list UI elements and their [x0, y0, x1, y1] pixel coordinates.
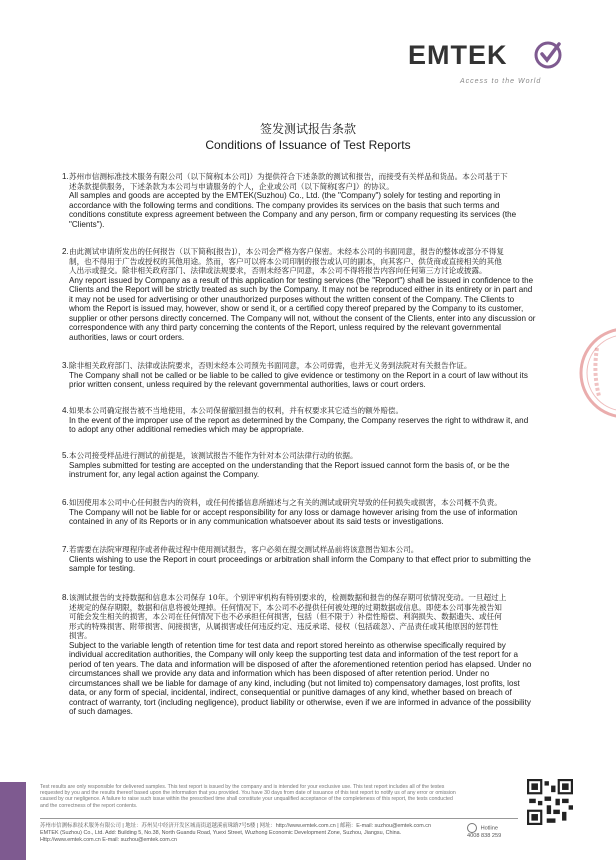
page-title-cn: 签发测试报告条款 [259, 122, 356, 136]
clause-en-line: contained in any of its Reports or in any communication whatsoever about its said tests or investigations. [69, 517, 444, 526]
clause-en-line: instrument for, any legal action against the Company. [69, 470, 260, 479]
clause-en-line: Clients and the Report will be strictly treated as such by the Company. It may not be reproduced either in its entirety or in part and [69, 285, 533, 294]
clause-cn-line: 除非相关政府部门、法律或法院要求，否则未经本公司预先书面同意，本公司毋需，也并无义务到法院对有关报告作证。 [69, 361, 472, 370]
phone-icon [467, 823, 477, 833]
clause-en-line: supplier or other persons directly concerned. The Company will not, without the consent of the Clients, enter into any discussion or [69, 313, 536, 323]
clause-cn-line: 本公司接受样品进行测试的前提是，该测试报告不能作为针对本公司法律行动的依据。 [69, 451, 358, 460]
clause-cn-line: 该测试报告的支持数据和信息本公司保存 10年。个别评审机构有特别要求的，检测数据和报告的保存期可依情况变动。一旦超过上 [69, 593, 507, 602]
clause-number: 4. [62, 406, 69, 415]
clause-en-line: period of ten years. The data and information will be disposed of after the aforementioned retention period has elapsed. Under no [69, 659, 532, 669]
logo-wordmark: EMTEK [408, 40, 508, 70]
clause-en-line: contract of warranty, tort (including negligence), product liability or otherwise, even if we are informed in advance of the possibility [69, 697, 531, 707]
clause-cn-line: 如因使用本公司中心任何报告内的资料，或任何传播信息所描述与之有关的测试或研究导致的任何损失或损害，本公司概不负责。 [69, 498, 502, 507]
clause-number: 2. [62, 247, 69, 256]
clause-en-line: whom the Report is issued may, however, show or send it, or a certified copy thereof prepared by the Company to its customer, [69, 304, 524, 313]
clause-en-line: The Company will not be liable for or accept responsibility for any loss or damage however arising from the use of information [69, 507, 518, 517]
clause-en-line: circumstances shall we provide any data and information which has been disposed of after retention period. Under no [69, 669, 490, 678]
clause-cn-line: 形式的特殊损害、附带损害、间接损害，从属损害或任何违反约定、违反承诺、侵权（包括疏忽）、产品责任或其他原因的惩罚性 [69, 621, 499, 631]
clause-en-line: conditions constitute express agreement between the Company and any person, firm or company requesting its services (the [69, 210, 517, 219]
clause-en-line: of such damages. [69, 707, 133, 716]
company-seal-icon [575, 318, 616, 428]
page-title-en: Conditions of Issuance of Test Reports [205, 138, 411, 152]
clause-en-line: to adopt any other additional remedies which may be appropriate. [69, 425, 304, 434]
clause-en-line: Any report issued by Company as a result of this application for testing services (the "Report") shall be issued in confidence to the [69, 275, 534, 285]
clause-en-line: In the event of the improper use of the report as determined by the Company, the Company reserves the right to withdraw it, and [69, 415, 529, 425]
clause-number: 3. [62, 361, 69, 370]
qr-code-icon [527, 779, 573, 825]
clause-en-line: All samples and goods are accepted by the EMTEK(Suzhou) Co., Ltd. (the "Company") solely for testing and reporting in [69, 191, 501, 200]
clause-en-line: it may not be used for advertising or other unauthorized purposes without the written consent of the Company. The Clients to [69, 294, 515, 304]
clause-en-line: individual accreditation authorities, the Company will only keep the supporting test data and information of the test report for a [69, 650, 519, 659]
clause-8 [62, 593, 562, 717]
company-logo [408, 40, 578, 92]
clause-number: 6. [62, 498, 69, 507]
clause-number: 8. [62, 593, 69, 602]
clause-en-line: prior written consent, unless required by the relevant governmental authorities, laws or court orders. [69, 380, 426, 389]
footer-hotline [467, 823, 501, 839]
clause-cn-line: 述条款提供服务，下述条款为本公司与申请服务的个人，企业或公司（以下简称[客户]）的协议。 [69, 181, 394, 191]
clause-en-line: data, or any form of special, incidental, indirect, consequential or punitive damages of any kind, whether based on breach of [69, 688, 512, 697]
clause-5 [62, 451, 562, 480]
clause-number: 1. [62, 172, 69, 181]
clause-cn-line: 述规定的保存期限，数据和信息将被处理掉。任何情况下，本公司不必提供任何被处理的过期数据或信息。即使本公司事先被告知 [69, 602, 502, 612]
clause-en-line: Subject to the variable length of retention time for test data and report stored hereinto as otherwise specifically required by [69, 640, 506, 650]
footer-divider [40, 818, 518, 819]
check-circle-logo-icon [533, 40, 563, 70]
footer-disclaimer: Test results are only responsible for delivered samples. This test report is issued by the company and is intended for your exclusive use. This test report includes all of the testes requested by you and the results thereof based upon the information that you provided. You have 30 days from date of issuance of this test report to notify us of any error or omission caused by our negligence. A failure to raise such issue within the prescribed time shall constitute your unqualified acceptance of the completeness of this report, the tests conducted and the correctness of the report contents. [40, 784, 456, 809]
clause-1 [62, 172, 562, 229]
logo-tagline: Access to the World [460, 78, 542, 85]
clause-cn-line: 制，也不得用于广告或授权的其他用途。然而，客户可以将本公司印制的报告或认可的副本，向其客户、供货商或直接相关的其他 [69, 256, 502, 266]
clause-cn-line: 损害。 [69, 631, 92, 640]
clause-en-line: The Company shall not be called or be liable to be called to give evidence or testimony on the Report in a court of law without its [69, 370, 528, 380]
clause-en-line: "Clients"). [69, 219, 105, 229]
clause-en-line: authorities, laws or court orders. [69, 332, 185, 342]
clause-en-line: Clients wishing to use the Report in court proceedings or arbitration shall inform the Company to that effect prior to submitting the [69, 554, 531, 564]
hotline-number: 4008 838 259 [467, 833, 502, 839]
clause-cn-line: 人出示或提交。除非相关政府部门、法律或法规要求，否则未经客户同意，本公司不得将报告内容向任何第三方讨论或披露。 [69, 266, 487, 275]
clause-en-line: Samples submitted for testing are accepted on the understanding that the Report issued cannot form the basis of, or be the [69, 460, 510, 470]
clause-cn-line: 苏州市信测标准技术服务有限公司（以下简称[本公司]）为提供符合下述条款的测试和报告，而接受有关样品和货品。本公司基于下 [69, 172, 508, 181]
clause-en-line: correspondence with any third party concerning the contents of the Report, unless required by the relevant governmental [69, 323, 501, 332]
footer-address: 苏州市信测标准技术服务有限公司 | 地址：苏州吴中经济开发区城南街道越溪前珠路7号5楼 | 网址：http://www.emtek.com.cn | 邮箱：E-mail: suzhou@emtek.com.cn EMTEK (Suzhou) Co., Ltd. Add: Building 5, No.38, North Guandu Road, Yuexi Street, Wuzhong Economic Development Zone, Suzhou, Jiangsu, China. Http://www.emtek.com.cn E-mail: suzhou@emtek.com.cn [40, 823, 431, 843]
clause-4 [62, 406, 562, 435]
clause-3 [62, 361, 562, 390]
clause-7 [62, 545, 562, 574]
clause-en-line: sample for testing. [69, 564, 136, 573]
clause-en-line: accordance with the following terms and conditions. The company provides its services on the basis that such terms and [69, 200, 500, 210]
clause-en-line: circumstances shall we be liable for damage of any kind, including (but not limited to) compensatory damages, lost profits, lost [69, 678, 520, 688]
clause-cn-line: 可能会发生相关的损害，本公司在任何情况下也不必承担任何损害，包括（但不限于）补偿性赔偿、利润损失、数据遗失、或任何 [69, 612, 502, 621]
footer-accent-bar [0, 782, 26, 860]
clause-cn-line: 若需要在法院审理程序或者仲裁过程中使用测试报告，客户必须在提交测试样品前将该意图告知本公司。 [69, 545, 419, 554]
clause-6 [62, 498, 562, 527]
clause-cn-line: 由此测试申请所发出的任何报告（以下简称[报告]），本公司会严格为客户保密。未经本公司的书面同意，报告的整体或部分不得复 [69, 247, 504, 256]
clause-number: 5. [62, 451, 69, 460]
hotline-label: Hotline [480, 825, 498, 832]
clause-cn-line: 如果本公司确定报告被不当地使用，本公司保留撤回报告的权利，并有权要求其它适当的额外赔偿。 [69, 406, 404, 415]
clause-2 [62, 247, 562, 342]
clause-number: 7. [62, 545, 69, 554]
